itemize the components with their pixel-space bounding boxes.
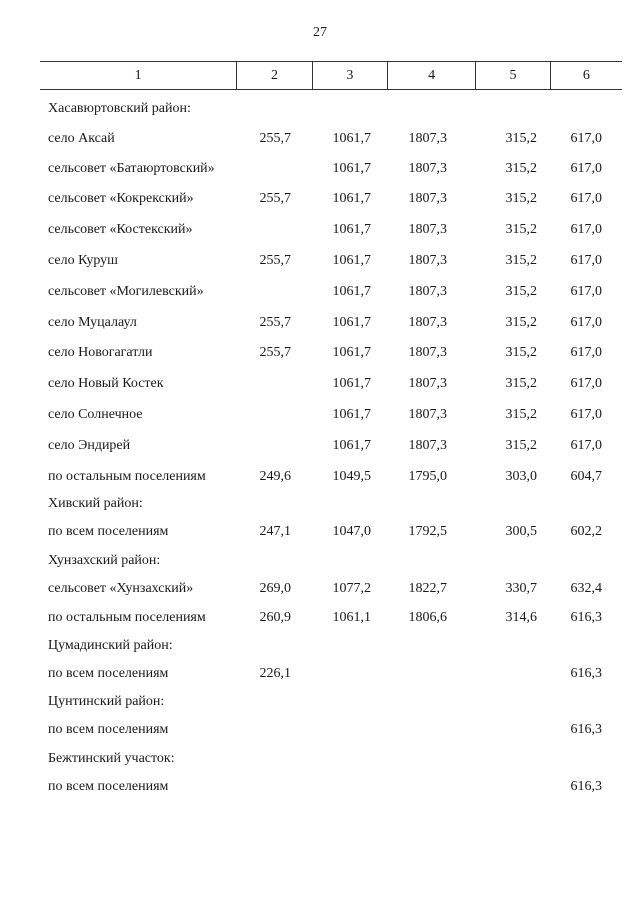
- cell-column-4: 1822,7: [408, 581, 447, 596]
- cell-column-6: 616,3: [570, 666, 602, 681]
- table-row: [40, 131, 622, 151]
- cell-column-4: 1807,3: [408, 161, 447, 176]
- settlement-name: село Аксай: [48, 131, 115, 146]
- cell-column-3: 1061,7: [332, 191, 371, 206]
- cell-column-6: 617,0: [570, 131, 602, 146]
- cell-column-3: 1049,5: [332, 469, 371, 484]
- cell-column-4: 1807,3: [408, 253, 447, 268]
- cell-column-5: 315,2: [505, 161, 537, 176]
- table-row: [40, 376, 622, 396]
- cell-column-3: 1061,7: [332, 131, 371, 146]
- cell-column-5: 315,2: [505, 345, 537, 360]
- cell-column-5: 300,5: [505, 524, 537, 539]
- cell-column-3: 1077,2: [332, 581, 371, 596]
- cell-column-2: 249,6: [259, 469, 291, 484]
- settlement-name: по всем поселениям: [48, 779, 169, 794]
- table-row: [40, 722, 622, 742]
- cell-column-5: 315,2: [505, 315, 537, 330]
- cell-column-3: 1047,0: [332, 524, 371, 539]
- cell-column-2: 269,0: [259, 581, 291, 596]
- cell-column-2: 255,7: [259, 191, 291, 206]
- cell-column-3: 1061,7: [332, 253, 371, 268]
- table-row: [40, 161, 622, 181]
- cell-column-6: 632,4: [570, 581, 602, 596]
- settlement-name: по всем поселениям: [48, 722, 169, 737]
- settlement-name: село Новый Костек: [48, 376, 164, 391]
- table-row: [40, 407, 622, 427]
- cell-column-3: 1061,1: [332, 610, 371, 625]
- cell-column-4: 1807,3: [408, 131, 447, 146]
- table-row: [40, 438, 622, 458]
- cell-column-6: 602,2: [570, 524, 602, 539]
- cell-column-4: 1807,3: [408, 222, 447, 237]
- cell-column-4: 1792,5: [408, 524, 447, 539]
- cell-column-6: 617,0: [570, 253, 602, 268]
- cell-column-2: 226,1: [259, 666, 291, 681]
- cell-column-3: 1061,7: [332, 222, 371, 237]
- table-row: [40, 666, 622, 686]
- settlement-name: село Куруш: [48, 253, 118, 268]
- settlement-name: село Эндирей: [48, 438, 131, 453]
- cell-column-5: 315,2: [505, 284, 537, 299]
- settlement-name: сельсовет «Кокрекский»: [48, 191, 194, 206]
- section-title: Цумадинский район:: [48, 638, 173, 653]
- section-title: Хунзахский район:: [48, 553, 161, 568]
- cell-column-4: 1806,6: [408, 610, 447, 625]
- column-header-2: 2: [237, 62, 312, 89]
- table-row: [40, 191, 622, 211]
- settlement-name: сельсовет «Хунзахский»: [48, 581, 194, 596]
- cell-column-4: 1807,3: [408, 191, 447, 206]
- cell-column-2: 255,7: [259, 345, 291, 360]
- column-header-3: 3: [313, 62, 388, 89]
- settlement-name: сельсовет «Костекский»: [48, 222, 193, 237]
- cell-column-2: 255,7: [259, 131, 291, 146]
- cell-column-5: 314,6: [505, 610, 537, 625]
- cell-column-6: 604,7: [570, 469, 602, 484]
- cell-column-3: 1061,7: [332, 407, 371, 422]
- cell-column-6: 616,3: [570, 779, 602, 794]
- cell-column-3: 1061,7: [332, 161, 371, 176]
- cell-column-3: 1061,7: [332, 315, 371, 330]
- table-row: [40, 524, 622, 544]
- cell-column-5: 315,2: [505, 438, 537, 453]
- table-row: [40, 315, 622, 335]
- table-row: [40, 253, 622, 273]
- cell-column-4: 1807,3: [408, 284, 447, 299]
- table-row: [40, 610, 622, 630]
- cell-column-4: 1807,3: [408, 315, 447, 330]
- cell-column-5: 315,2: [505, 253, 537, 268]
- cell-column-6: 616,3: [570, 722, 602, 737]
- cell-column-6: 617,0: [570, 222, 602, 237]
- column-header-6: 6: [582, 67, 590, 83]
- cell-column-5: 315,2: [505, 191, 537, 206]
- column-header-5: 5: [476, 62, 550, 89]
- settlement-name: по остальным поселениям: [48, 610, 206, 625]
- cell-column-6: 617,0: [570, 407, 602, 422]
- cell-column-4: 1795,0: [408, 469, 447, 484]
- cell-column-6: 617,0: [570, 315, 602, 330]
- cell-column-3: 1061,7: [332, 376, 371, 391]
- cell-column-6: 617,0: [570, 345, 602, 360]
- cell-column-6: 617,0: [570, 376, 602, 391]
- cell-column-5: 315,2: [505, 376, 537, 391]
- cell-column-4: 1807,3: [408, 438, 447, 453]
- cell-column-2: 260,9: [259, 610, 291, 625]
- table-header-row: [40, 61, 622, 90]
- section-title: Бежтинский участок:: [48, 751, 175, 766]
- settlement-name: сельсовет «Батаюртовский»: [48, 161, 215, 176]
- table-row: [40, 222, 622, 242]
- table-row: [40, 581, 622, 601]
- cell-column-5: 303,0: [505, 469, 537, 484]
- settlement-name: по всем поселениям: [48, 666, 169, 681]
- cell-column-5: 315,2: [505, 131, 537, 146]
- table-row: [40, 779, 622, 799]
- settlement-name: село Солнечное: [48, 407, 143, 422]
- settlement-name: село Новогагатли: [48, 345, 153, 360]
- tariff-table: [40, 61, 622, 794]
- column-header-1: 1: [40, 62, 237, 89]
- table-row: [40, 469, 622, 489]
- cell-column-5: 330,7: [505, 581, 537, 596]
- cell-column-2: 255,7: [259, 315, 291, 330]
- cell-column-3: 1061,7: [332, 438, 371, 453]
- cell-column-4: 1807,3: [408, 407, 447, 422]
- page-number: 27: [313, 25, 327, 40]
- cell-column-6: 617,0: [570, 191, 602, 206]
- section-title: Цунтинский район:: [48, 694, 165, 709]
- cell-column-5: 315,2: [505, 407, 537, 422]
- section-title: Хасавюртовский район:: [48, 101, 191, 116]
- cell-column-4: 1807,3: [408, 345, 447, 360]
- settlement-name: сельсовет «Могилевский»: [48, 284, 204, 299]
- cell-column-6: 617,0: [570, 284, 602, 299]
- cell-column-6: 616,3: [570, 610, 602, 625]
- cell-column-2: 247,1: [259, 524, 291, 539]
- column-header-4: 4: [388, 62, 476, 89]
- cell-column-2: 255,7: [259, 253, 291, 268]
- cell-column-3: 1061,7: [332, 345, 371, 360]
- cell-column-3: 1061,7: [332, 284, 371, 299]
- table-row: [40, 345, 622, 365]
- cell-column-4: 1807,3: [408, 376, 447, 391]
- table-row: [40, 284, 622, 304]
- settlement-name: по остальным поселениям: [48, 469, 206, 484]
- cell-column-6: 617,0: [570, 161, 602, 176]
- settlement-name: село Муцалаул: [48, 315, 137, 330]
- section-title: Хивский район:: [48, 496, 143, 511]
- cell-column-5: 315,2: [505, 222, 537, 237]
- settlement-name: по всем поселениям: [48, 524, 169, 539]
- cell-column-6: 617,0: [570, 438, 602, 453]
